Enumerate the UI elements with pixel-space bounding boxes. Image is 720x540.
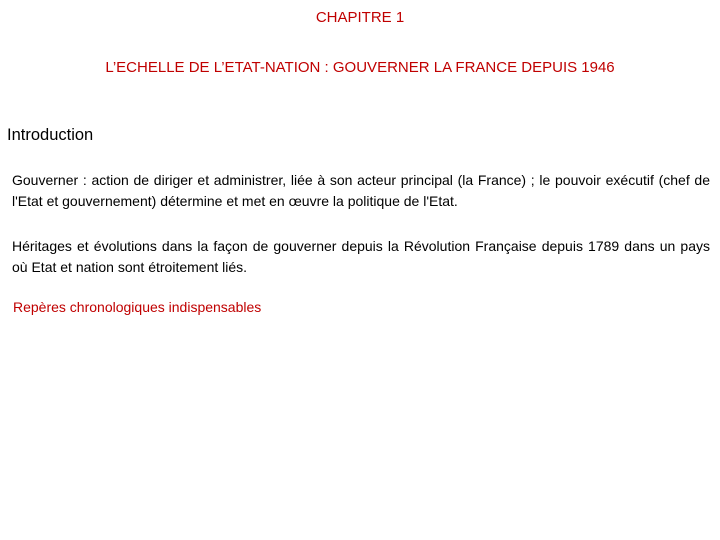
- chapter-label: CHAPITRE 1: [315, 9, 405, 26]
- section-heading-introduction: Introduction: [7, 126, 94, 144]
- intro-paragraph-definition: Gouverner : action de diriger et administrer, liée à son acteur principal (la France) ; le pouvoir exécutif (chef de l'Etat et gouvernement) détermine et met en œuvre la politique de l'Etat.: [12, 172, 710, 209]
- intro-paragraph-heritage: Héritages et évolutions dans la façon de gouverner depuis la Révolution Française depuis 1789 dans un pays où Etat et nation sont étroitement liés.: [12, 238, 710, 275]
- chapter-title: L’ECHELLE DE L’ETAT-NATION : GOUVERNER LA FRANCE DEPUIS 1946: [105, 59, 615, 76]
- subheading-chronological-landmarks: Repères chronologiques indispensables: [13, 299, 262, 315]
